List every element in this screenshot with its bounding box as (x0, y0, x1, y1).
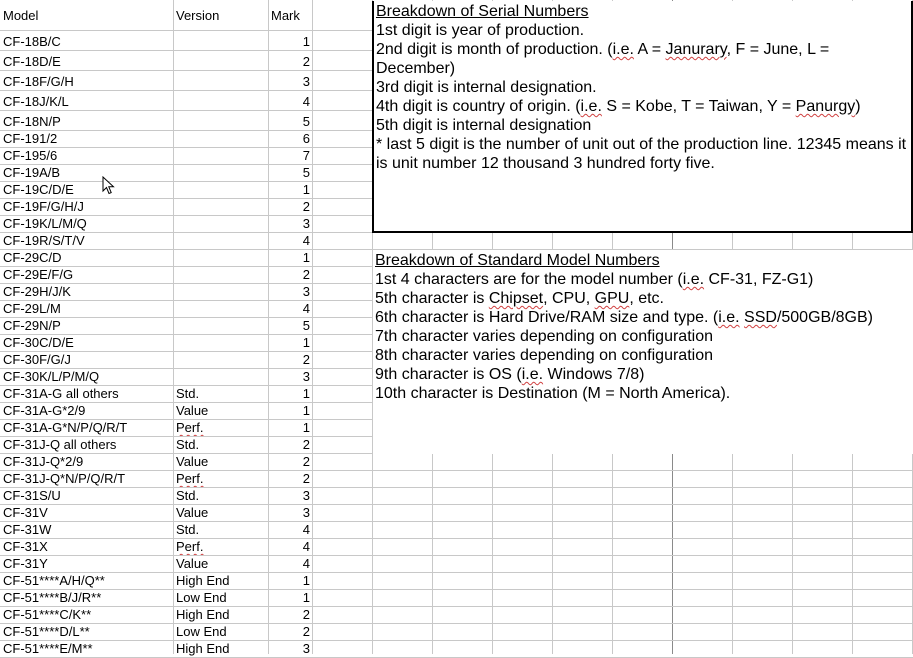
model-line-7: 10th character is Destination (M = North America). (375, 385, 731, 402)
cell-mark[interactable]: 5 (302, 318, 310, 333)
cell-version[interactable]: Std. (176, 488, 200, 503)
cell-version[interactable]: Perf. (176, 539, 204, 554)
cell-version[interactable]: High End (176, 573, 230, 588)
serial-line-4: 4th digit is country of origin. (i.e. S = Kobe, T = Taiwan, Y = Panurgy) (376, 98, 861, 115)
cell-version[interactable]: Std. (176, 522, 200, 537)
cell-mark[interactable]: 1 (302, 590, 310, 605)
column-header-version[interactable]: Version (176, 8, 220, 23)
cell-model[interactable]: CF-29E/F/G (3, 267, 74, 282)
cell-mark[interactable]: 3 (302, 284, 310, 299)
cell-model[interactable]: CF-31W (3, 522, 52, 537)
mouse-cursor-icon (102, 176, 116, 196)
cell-mark[interactable]: 3 (302, 369, 310, 384)
serial-line-3: 3rd digit is internal designation. (376, 79, 597, 96)
cell-mark[interactable]: 4 (302, 301, 310, 316)
cell-mark[interactable]: 3 (302, 641, 310, 656)
cell-model[interactable]: CF-31A-G*2/9 (3, 403, 86, 418)
cell-model[interactable]: CF-19F/G/H/J (3, 199, 84, 214)
cell-version[interactable]: Std. (176, 386, 200, 401)
cell-version[interactable]: Std. (176, 437, 200, 452)
cell-model[interactable]: CF-51****C/K** (3, 607, 92, 622)
cell-mark[interactable]: 1 (302, 250, 310, 265)
serial-line-2: 2nd digit is month of production. (i.e. A = Janurary, F = June, L = December) (376, 41, 830, 77)
serial-line-1: 1st digit is year of production. (376, 22, 585, 39)
cell-model[interactable]: CF-51****E/M** (3, 641, 93, 656)
cell-mark[interactable]: 2 (302, 454, 310, 469)
cell-model[interactable]: CF-31J-Q all others (3, 437, 117, 452)
cell-model[interactable]: CF-51****A/H/Q** (3, 573, 105, 588)
cell-mark[interactable]: 1 (302, 573, 310, 588)
cell-version[interactable]: Low End (176, 624, 227, 639)
cell-version[interactable]: Value (176, 454, 209, 469)
cell-mark[interactable]: 7 (302, 148, 310, 163)
model-line-5: 8th character varies depending on configuration (375, 347, 713, 364)
cell-mark[interactable]: 4 (302, 556, 310, 571)
cell-model[interactable]: CF-19K/L/M/Q (3, 216, 87, 231)
cell-mark[interactable]: 1 (302, 420, 310, 435)
cell-mark[interactable]: 2 (302, 199, 310, 214)
cell-version[interactable]: Value (176, 403, 209, 418)
cell-model[interactable]: CF-31Y (3, 556, 48, 571)
cell-version[interactable]: High End (176, 607, 230, 622)
model-line-4: 7th character varies depending on configuration (375, 328, 713, 345)
cell-model[interactable]: CF-18D/E (3, 54, 61, 69)
cell-mark[interactable]: 3 (302, 488, 310, 503)
model-line-1: 1st 4 characters are for the model number (i.e. CF-31, FZ-G1) (375, 271, 814, 288)
model-breakdown-textbox[interactable] (372, 250, 913, 454)
cell-model[interactable]: CF-18J/K/L (3, 94, 69, 109)
cell-mark[interactable]: 2 (302, 607, 310, 622)
cell-mark[interactable]: 1 (302, 34, 310, 49)
column-header-model[interactable]: Model (3, 8, 39, 23)
cell-model[interactable]: CF-191/2 (3, 131, 58, 146)
cell-mark[interactable]: 6 (302, 131, 310, 146)
cell-mark[interactable]: 2 (302, 471, 310, 486)
serial-line-6: * last 5 digit is the number of unit out of the production line. 12345 means it is unit number 12 thousand 3 hundred forty five. (376, 136, 907, 172)
cell-mark[interactable]: 1 (302, 182, 310, 197)
cell-mark[interactable]: 1 (302, 403, 310, 418)
column-header-mark[interactable]: Mark (271, 8, 300, 23)
cell-mark[interactable]: 3 (302, 505, 310, 520)
cell-model[interactable]: CF-31X (3, 539, 48, 554)
cell-mark[interactable]: 3 (302, 74, 310, 89)
cell-model[interactable]: CF-31A-G*N/P/Q/R/T (3, 420, 128, 435)
cell-mark[interactable]: 4 (302, 539, 310, 554)
cell-version[interactable]: Perf. (176, 420, 204, 435)
cell-model[interactable]: CF-19A/B (3, 165, 61, 180)
cell-model[interactable]: CF-19R/S/T/V (3, 233, 85, 248)
cell-mark[interactable]: 5 (302, 165, 310, 180)
cell-model[interactable]: CF-31J-Q*2/9 (3, 454, 84, 469)
cell-model[interactable]: CF-29N/P (3, 318, 61, 333)
cell-mark[interactable]: 5 (302, 114, 310, 129)
cell-mark[interactable]: 3 (302, 216, 310, 231)
cell-version[interactable]: Value (176, 556, 209, 571)
cell-mark[interactable]: 4 (302, 233, 310, 248)
model-line-6: 9th character is OS (i.e. Windows 7/8) (375, 366, 645, 383)
cell-version[interactable]: Value (176, 505, 209, 520)
cell-model[interactable]: CF-30C/D/E (3, 335, 74, 350)
cell-mark[interactable]: 1 (302, 335, 310, 350)
cell-model[interactable]: CF-51****B/J/R** (3, 590, 102, 605)
cell-version[interactable]: Low End (176, 590, 227, 605)
model-box-title: Breakdown of Standard Model Numbers (375, 252, 660, 269)
cell-model[interactable]: CF-29H/J/K (3, 284, 71, 299)
cell-model[interactable]: CF-18B/C (3, 34, 61, 49)
cell-mark[interactable]: 2 (302, 267, 310, 282)
cell-model[interactable]: CF-19C/D/E (3, 182, 74, 197)
cell-model[interactable]: CF-29L/M (3, 301, 61, 316)
cell-model[interactable]: CF-31A-G all others (3, 386, 119, 401)
cell-mark[interactable]: 2 (302, 54, 310, 69)
serial-breakdown-textbox[interactable] (372, 1, 913, 233)
cell-mark[interactable]: 4 (302, 522, 310, 537)
cell-model[interactable]: CF-18F/G/H (3, 74, 74, 89)
cell-mark[interactable]: 2 (302, 624, 310, 639)
serial-line-5: 5th digit is internal designation (376, 117, 592, 134)
cell-model[interactable]: CF-31S/U (3, 488, 61, 503)
cell-mark[interactable]: 2 (302, 352, 310, 367)
cell-model[interactable]: CF-51****D/L** (3, 624, 90, 639)
cell-model[interactable]: CF-31V (3, 505, 48, 520)
serial-box-title: Breakdown of Serial Numbers (376, 3, 589, 20)
cell-mark[interactable]: 1 (302, 386, 310, 401)
cell-version[interactable]: High End (176, 641, 230, 656)
cell-model[interactable]: CF-30K/L/P/M/Q (3, 369, 100, 384)
model-line-2: 5th character is Chipset, CPU, GPU, etc. (375, 290, 664, 307)
cell-mark[interactable]: 4 (302, 94, 310, 109)
cell-model[interactable]: CF-29C/D (3, 250, 62, 265)
cell-version[interactable]: Perf. (176, 471, 204, 486)
model-line-3: 6th character is Hard Drive/RAM size and type. (i.e. SSD/500GB/8GB) (375, 309, 873, 326)
cell-model[interactable]: CF-195/6 (3, 148, 58, 163)
cell-model[interactable]: CF-30F/G/J (3, 352, 71, 367)
cell-model[interactable]: CF-18N/P (3, 114, 61, 129)
cell-model[interactable]: CF-31J-Q*N/P/Q/R/T (3, 471, 126, 486)
cell-mark[interactable]: 2 (302, 437, 310, 452)
